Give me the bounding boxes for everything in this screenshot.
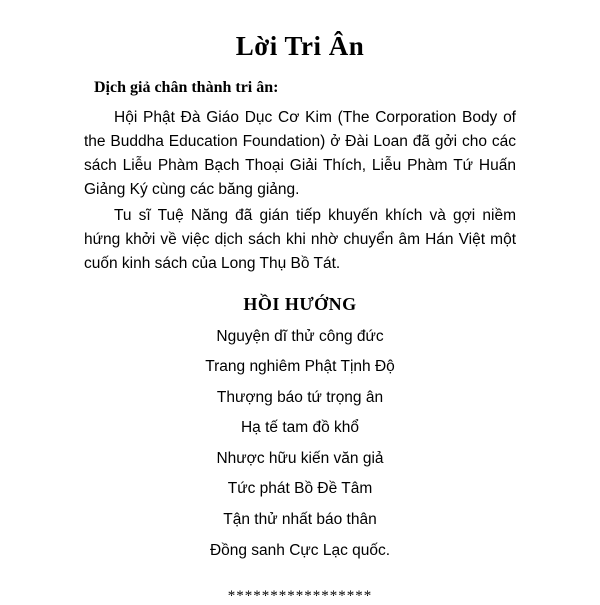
lead-line: Dịch giả chân thành tri ân: xyxy=(94,79,279,97)
paragraph-1: Hội Phật Đà Giáo Dục Cơ Kim (The Corporation Body of the Buddha Education Foundation) ở Đài Loan đã gởi cho các sách Liễu Phàm Bạch Thoại Giải Thích, Liễu Phàm Tứ Huấn Giảng Ký cùng các băng giảng. xyxy=(84,108,516,198)
verse-line: Nhược hữu kiến văn giả xyxy=(216,449,384,467)
verse-line: Thượng báo tứ trọng ân xyxy=(216,388,384,406)
section-heading-hoi-huong: HỒI HƯỚNG xyxy=(243,293,357,314)
verse-line: Trang nghiêm Phật Tịnh Độ xyxy=(205,358,395,376)
verse-line: Hạ tế tam đồ khổ xyxy=(240,419,360,437)
verse-line: Tận thử nhất báo thân xyxy=(223,510,377,528)
verse-line: Nguyện dĩ thử công đức xyxy=(216,327,384,345)
verse-line: Đồng sanh Cực Lạc quốc. xyxy=(209,541,391,559)
footer-ornament: ***************** xyxy=(227,588,373,605)
page-title: Lời Tri Ân xyxy=(235,31,365,61)
verse-line: Tức phát Bồ Đề Tâm xyxy=(227,480,373,498)
paragraph-2: Tu sĩ Tuệ Năng đã gián tiếp khuyến khích và gợi niềm hứng khởi về việc dịch sách khi nhờ chuyển âm Hán Việt một cuốn kinh sách của Long Thụ Bồ Tát. xyxy=(84,206,516,272)
